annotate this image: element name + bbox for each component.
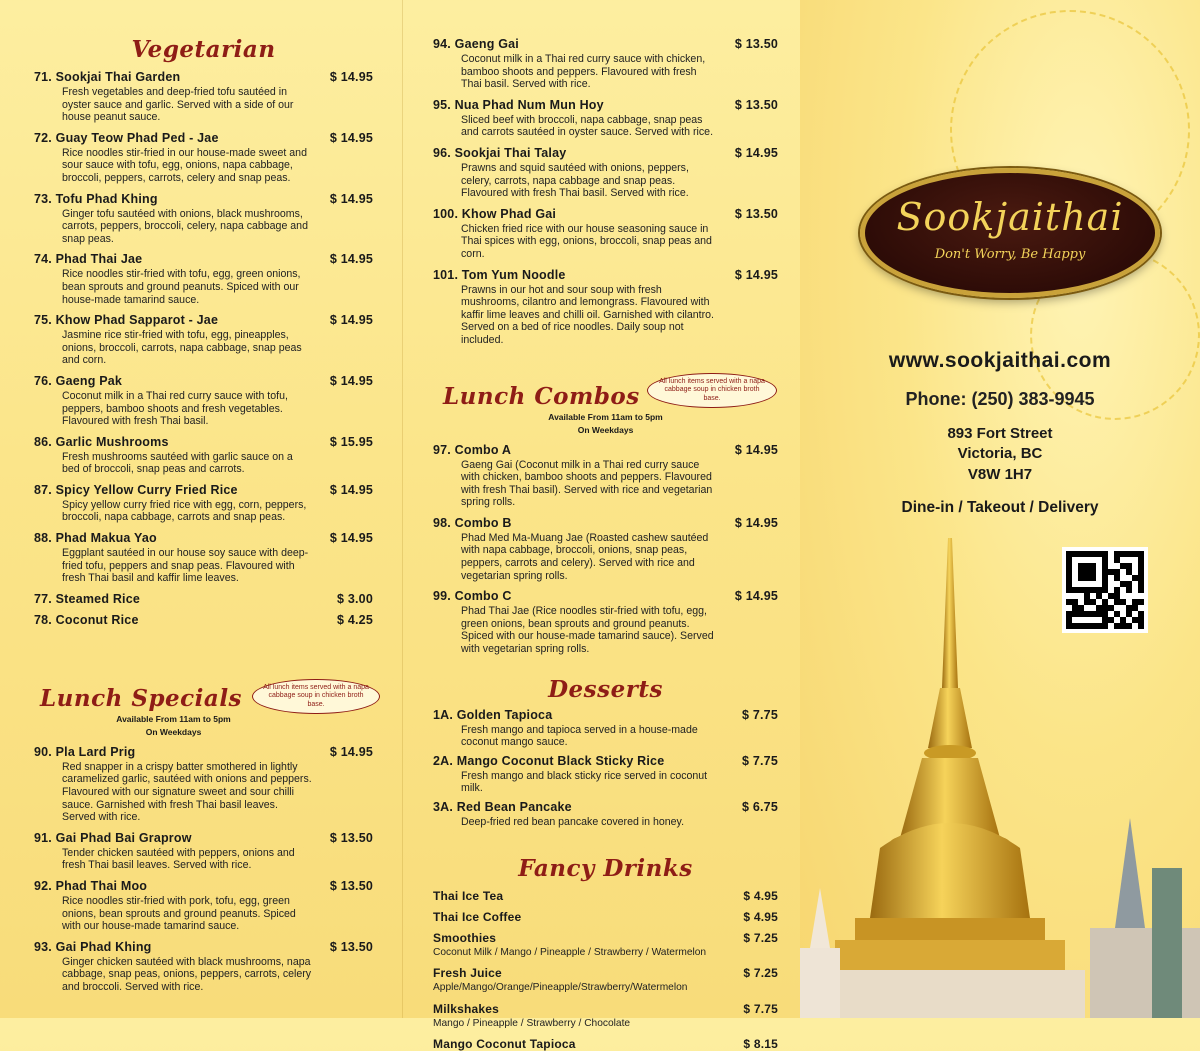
menu-item-description: Coconut milk in a Thai red curry sauce with tofu, peppers, bamboo shoots and fresh vegetables. Flavoured with fresh Thai basil. [62,389,288,428]
menu-item-header [34,313,373,327]
menu-item-description: Coconut milk in a Thai red curry sauce with chicken, bamboo shoots and peppers. Flavoured with fresh Thai basil. Served with rice. [461,53,706,91]
menu-item [433,443,778,509]
menu-item-header [34,940,373,954]
menu-item-price: $ 14.95 [734,145,778,160]
menu-item-price: $ 8.15 [743,1037,778,1051]
logo-tagline: Don't Worry, Be Happy [934,247,1086,262]
menu-item [433,146,778,200]
menu-item-price: $ 14.95 [734,589,778,604]
menu-item [433,910,778,924]
menu-item-name: 72. Guay Teow Phad Ped - Jae [34,130,219,145]
menu-item [34,192,373,246]
menu-item-description: Prawns in our hot and sour soup with fresh mushrooms, cilantro and lemongrass. Flavoured with kaffir lime leaves and chilli oil. Garnished with cilantro. Served on a bed of rice noodles. Daily soup not included. [461,283,714,346]
menu-item-price: $ 15.95 [329,434,373,449]
mains-list [433,37,778,347]
menu-item-name: 90. Pla Lard Prig [34,744,136,759]
menu-item-name: 95. Nua Phad Num Mun Hoy [433,97,604,112]
menu-item [34,613,373,627]
menu-item [34,313,373,367]
menu-item-description: Rice noodles stir-fried with pork, tofu, egg, green onions, bean sprouts and ground peanuts. Spiced with our house-made tamarind sauce. [62,895,296,933]
menu-item-price: $ 13.50 [329,830,373,845]
menu-item-price: $ 13.50 [329,939,373,954]
menu-item-price: $ 7.75 [743,1001,778,1016]
menu-item-price: $ 13.50 [734,206,778,221]
menu-item-header [34,592,373,606]
menu-item-name: 75. Khow Phad Sapparot - Jae [34,313,219,328]
menu-item-name: Thai Ice Coffee [433,909,522,924]
phone-number[interactable]: Phone: (250) 383-9945 [905,389,1095,409]
menu-item-header [433,931,778,945]
menu-item-header [433,800,778,814]
menu-item-description: Ginger tofu sautéed with onions, black mushrooms, carrots, peppers, broccoli, celery, napa cabbage and snap peas. [62,207,308,245]
menu-item [34,435,373,476]
menu-item [34,374,373,428]
menu-item [433,889,778,903]
menu-item-header [34,131,373,145]
menu-item [433,207,778,261]
menu-item [433,516,778,582]
menu-item-header [433,37,778,51]
menu-item [433,37,778,91]
menu-item-price: $ 13.50 [329,879,373,893]
menu-column-2 [405,0,800,1051]
menu-item [34,940,373,994]
temple-illustration [800,538,1200,1018]
menu-item-price: $ 14.95 [329,313,373,328]
menu-item-description: Fresh vegetables and deep-fried tofu sautéed in oyster sauce and garlic. Served with a side of our house peanut sauce. [62,86,294,124]
lunch-specials-title: Lunch Specials [40,684,243,712]
menu-item-price: $ 13.50 [734,37,778,51]
menu-item [433,1002,778,1031]
menu-item-header [34,192,373,206]
menu-item-price: $ 14.95 [734,267,778,282]
menu-item [34,483,373,524]
menu-item-header [34,531,373,545]
lunch-combos-list [433,443,778,656]
menu-item-description: Spicy yellow curry fried rice with egg, corn, peppers, broccoli, napa cabbage, carrots and snap peas. [62,498,307,524]
menu-item-price: $ 3.00 [337,591,373,606]
vegetarian-list [34,70,373,627]
menu-item-price: $ 14.95 [329,130,373,145]
menu-item-header [433,910,778,924]
lunch-specials-note: All lunch items served with a napa cabbage soup in chicken broth base. [252,679,380,715]
menu-item [433,754,778,795]
menu-item-header [34,483,373,497]
menu-item-name: Fresh Juice [433,966,502,981]
menu-item-name: 92. Phad Thai Moo [34,879,148,893]
desserts-list [433,708,778,829]
menu-item-price: $ 14.95 [329,70,373,84]
menu-item-name: 2A. Mango Coconut Black Sticky Rice [433,753,665,768]
menu-item-price: $ 14.95 [329,531,373,546]
menu-item-header [433,966,778,980]
lunch-combos-avail-1: Available From 11am to 5pm [548,411,663,422]
menu-item-name: 3A. Red Bean Pancake [433,800,572,814]
menu-item-header [433,98,778,112]
menu-item-description: Phad Thai Jae (Rice noodles stir-fried with tofu, egg, green onions, bean sprouts and ground peanuts. Spiced with our house-made tamarind sauce). Served with vegetarian spring rolls. [461,605,714,656]
menu-item-name: 74. Phad Thai Jae [34,252,143,267]
menu-item [34,831,373,872]
lunch-specials-avail-2: On Weekdays [145,726,202,737]
menu-item [34,879,373,933]
lunch-combos-header [433,377,778,410]
menu-item [34,131,373,185]
menu-item-price: $ 14.95 [734,515,778,530]
menu-item-price: $ 14.95 [329,482,373,497]
menu-item-name: 86. Garlic Mushrooms [34,434,169,449]
menu-item-name: 100. Khow Phad Gai [433,206,557,221]
menu-item-name: Milkshakes [433,1001,500,1016]
menu-item-name: 96. Sookjai Thai Talay [433,145,567,160]
menu-item-name: 77. Steamed Rice [34,591,141,606]
menu-item-price: $ 7.75 [742,707,778,722]
menu-item-header [433,1002,778,1016]
menu-item [433,268,778,347]
menu-item-description: Fresh mushrooms sautéed with garlic sauce on a bed of broccoli, snap peas and carrots. [62,450,293,476]
menu-column-1 [0,0,395,1018]
menu-item-description: Eggplant sautéed in our house soy sauce with deep-fried tofu, peppers and snap peas. Flavoured with fresh Thai basil and kaffir lime leaves. [62,547,309,585]
menu-item-price: $ 7.75 [742,753,778,768]
menu-item-name: 97. Combo A [433,442,512,457]
lunch-specials-header [34,685,373,712]
menu-item-description: Fresh mango and tapioca served in a house-made coconut mango sauce. [461,723,698,749]
services-text: Dine-in / Takeout / Delivery [901,499,1099,516]
menu-item-header [433,1037,778,1051]
drinks-title: Fancy Drinks [518,854,693,882]
menu-item-description: Sliced beef with broccoli, napa cabbage, snap peas and carrots sautéed in oyster sauce. Served with rice. [461,113,714,139]
menu-item-header [34,252,373,266]
lunch-specials-list [34,745,373,994]
menu-item-price: $ 6.75 [742,800,778,814]
menu-item-header [433,268,778,282]
menu-item-header [433,589,778,603]
menu-item-description: Tender chicken sautéed with peppers, onions and fresh Thai basil leaves. Served with rice. [62,846,295,872]
menu-item-price: $ 7.25 [743,930,778,945]
menu-item [433,708,778,749]
info-panel [800,0,1200,1018]
menu-item-name: Mango Coconut Tapioca [433,1037,576,1051]
menu-item [34,252,373,306]
menu-item [433,1037,778,1051]
menu-item [433,98,778,139]
menu-item-price: $ 14.95 [329,252,373,267]
logo-name: Sookjaithai [896,195,1124,239]
menu-item-name: 88. Phad Makua Yao [34,531,157,546]
menu-item-header [34,374,373,388]
drinks-list [433,889,778,1051]
desserts-title: Desserts [548,675,663,703]
menu-item-description: Deep-fried red bean pancake covered in honey. [461,816,685,828]
menu-item-header [433,516,778,530]
menu-item-name: Thai Ice Tea [433,888,504,903]
lunch-specials-avail-1: Available From 11am to 5pm [116,713,231,724]
menu-item-description: Coconut Milk / Mango / Pineapple / Strawberry / Watermelon [433,946,707,958]
menu-item-price: $ 4.95 [743,888,778,903]
menu-item-description: Phad Med Ma-Muang Jae (Roasted cashew sautéed with napa cabbage, broccoli, onions, snap peas, peppers, carrots and celery). Served with rice and vegetarian spring rolls. [461,531,709,582]
website-link[interactable]: www.sookjaithai.com [888,349,1112,372]
menu-item-header [34,435,373,449]
menu-item-name: 93. Gai Phad Khing [34,939,152,954]
menu-item-name: 1A. Golden Tapioca [433,707,553,722]
address-line-2: Victoria, BC [957,445,1043,462]
menu-item-description: Gaeng Gai (Coconut milk in a Thai red curry sauce with chicken, bamboo shoots and peppers. Flavoured with fresh Thai basil). Served with rice and vegetarian spring rolls. [461,458,713,509]
menu-item [34,592,373,606]
menu-item-description: Fresh mango and black sticky rice served in coconut milk. [461,769,708,795]
menu-item-description: Apple/Mango/Orange/Pineapple/Strawberry/Watermelon [433,982,688,994]
lunch-combos-avail-2: On Weekdays [577,424,634,435]
menu-item-header [34,70,373,84]
menu-item-name: 78. Coconut Rice [34,612,139,627]
menu-item-name: 91. Gai Phad Bai Graprow [34,830,192,845]
lunch-combos-note: All lunch items served with a napa cabbage soup in chicken broth base. [647,373,777,409]
menu-item [34,531,373,585]
menu-item-name: 101. Tom Yum Noodle [433,267,566,282]
menu-item-description: Mango / Pineapple / Strawberry / Chocolate [433,1017,631,1029]
menu-item-name: 99. Combo C [433,589,512,604]
menu-item-name: 98. Combo B [433,515,512,530]
menu-item [433,966,778,995]
lunch-combos-title: Lunch Combos [443,382,640,410]
menu-item-header [433,146,778,160]
menu-item-description: Red snapper in a crispy batter smothered in lightly caramelized garlic, sautéed with onions and peppers. Flavoured with our signature sweet and sour chilli sauce. Garnished with fresh Thai basil leaves. Served with rice. [62,760,312,824]
menu-item-description: Rice noodles stir-fried in our house-made sweet and sour sauce with tofu, egg, onions, napa cabbage, broccoli, peppers, carrots, celery and snap peas. [62,146,307,184]
menu-item-header [433,443,778,457]
menu-item-name: 73. Tofu Phad Khing [34,191,158,206]
menu-item-price: $ 4.95 [743,909,778,924]
menu-item [433,800,778,829]
menu-item-description: Prawns and squid sautéed with onions, peppers, celery, carrots, napa cabbage and snap peas. Flavoured with fresh Thai basil. Served with rice. [461,161,689,200]
menu-item-price: $ 13.50 [734,97,778,112]
menu-item-description: Rice noodles stir-fried with tofu, egg, green onions, bean sprouts and ground peanuts. Spiced with our house-made tamarind sauce. [62,268,301,306]
menu-item-header [433,207,778,221]
menu-item-name: 76. Gaeng Pak [34,373,123,388]
menu-item-header [433,708,778,722]
vegetarian-title: Vegetarian [131,36,276,63]
menu-item-header [433,889,778,903]
menu-item-header [34,879,373,893]
menu-item-price: $ 4.25 [337,612,373,627]
menu-item [34,745,373,824]
menu-item-header [34,831,373,845]
menu-item-price: $ 14.95 [329,373,373,388]
menu-item [433,589,778,655]
menu-item-price: $ 14.95 [329,744,373,759]
menu-item-header [433,754,778,768]
menu-item-price: $ 14.95 [329,191,373,206]
menu-item-description: Chicken fried rice with our house seasoning sauce in Thai spices with egg, onions, broccoli, snap peas and corn. [461,222,712,260]
menu-item-description: Jasmine rice stir-fried with tofu, egg, pineapples, onions, broccoli, carrots, napa cabbage, snap peas and corn. [62,329,302,367]
address-line-1: 893 Fort Street [947,425,1053,442]
menu-item-name: Smoothies [433,930,497,945]
logo [860,168,1160,298]
menu-item-name: 87. Spicy Yellow Curry Fried Rice [34,482,238,497]
menu-item-header [34,745,373,759]
menu-item-description: Ginger chicken sautéed with black mushrooms, napa cabbage, snap peas, onions, peppers, carrots, celery and broccoli. Served with rice. [62,955,312,993]
menu-item [433,931,778,960]
menu-item-price: $ 7.25 [743,966,778,981]
menu-item [34,70,373,124]
menu-item-name: 71. Sookjai Thai Garden [34,70,181,84]
menu-item-header [34,613,373,627]
menu-item-name: 94. Gaeng Gai [433,37,519,51]
address-line-3: V8W 1H7 [967,466,1033,483]
menu-item-price: $ 14.95 [734,442,778,457]
